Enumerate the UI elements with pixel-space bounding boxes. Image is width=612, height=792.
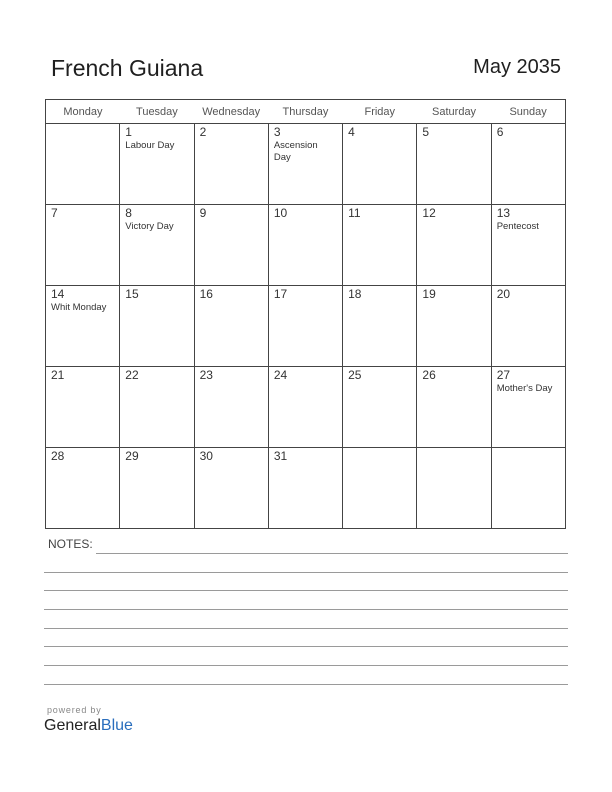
day-cell <box>46 367 120 448</box>
notes-line <box>44 665 568 666</box>
day-cell <box>343 367 417 448</box>
page-title: French Guiana <box>51 55 204 81</box>
day-cell <box>46 448 120 529</box>
day-cell <box>491 448 565 529</box>
notes-line <box>96 553 568 554</box>
day-number: 19 <box>422 287 436 301</box>
day-number: 7 <box>51 206 58 220</box>
day-cell <box>46 286 120 367</box>
notes-label: NOTES: <box>48 537 93 551</box>
day-number: 31 <box>273 449 288 463</box>
calendar-grid <box>45 99 566 529</box>
day-number: 11 <box>348 206 361 220</box>
day-number: 25 <box>348 368 362 382</box>
day-number: 6 <box>496 125 504 139</box>
powered-by-text: powered by <box>47 705 102 715</box>
notes-line <box>44 590 568 591</box>
notes-line <box>44 684 568 685</box>
holiday-label: Mother's Day <box>496 383 553 394</box>
day-number: 15 <box>125 287 139 301</box>
holiday-label: Victory Day <box>125 221 174 232</box>
day-number: 22 <box>125 368 139 382</box>
day-cell <box>343 286 417 367</box>
notes-line <box>44 572 568 573</box>
day-cell <box>417 205 491 286</box>
day-number: 21 <box>51 368 65 382</box>
notes-line <box>44 646 568 647</box>
day-cell <box>120 124 194 205</box>
day-cell <box>194 286 268 367</box>
day-cell <box>120 205 194 286</box>
day-cell <box>491 286 565 367</box>
day-cell <box>194 124 268 205</box>
month-label: May 2035 <box>473 56 561 78</box>
weekday-header: Thursday <box>268 100 342 124</box>
day-cell <box>120 286 194 367</box>
weekday-header: Sunday <box>491 100 565 124</box>
day-cell <box>268 367 342 448</box>
day-cell <box>120 448 194 529</box>
day-cell <box>46 205 120 286</box>
weekday-header: Tuesday <box>120 100 194 124</box>
day-number: 12 <box>422 206 436 220</box>
day-number: 17 <box>273 287 288 301</box>
day-cell <box>491 124 565 205</box>
day-cell <box>417 286 491 367</box>
week-row <box>46 205 566 286</box>
day-number: 8 <box>125 206 132 220</box>
day-cell <box>268 448 342 529</box>
day-number: 9 <box>199 206 207 220</box>
day-cell <box>120 367 194 448</box>
day-cell <box>268 286 342 367</box>
holiday-label: Ascension Day <box>273 140 318 163</box>
day-number: 27 <box>496 368 511 382</box>
day-number: 16 <box>199 287 213 301</box>
week-row <box>46 448 566 529</box>
day-number: 1 <box>125 125 132 139</box>
week-row <box>46 286 566 367</box>
day-cell <box>417 124 491 205</box>
generalblue-logo[interactable] <box>44 717 133 735</box>
notes-line <box>44 628 568 629</box>
day-cell <box>491 205 565 286</box>
weekday-header: Friday <box>343 100 417 124</box>
weekday-header: Saturday <box>417 100 491 124</box>
day-number: 14 <box>51 287 65 301</box>
brand-name-first: General <box>44 717 101 734</box>
day-number: 2 <box>199 125 207 139</box>
day-number: 10 <box>273 206 288 220</box>
day-cell <box>491 367 565 448</box>
holiday-label: Pentecost <box>496 221 539 232</box>
day-cell <box>417 448 491 529</box>
day-number: 29 <box>125 449 139 463</box>
day-number: 4 <box>348 125 355 139</box>
day-cell <box>194 367 268 448</box>
day-cell <box>343 448 417 529</box>
day-cell <box>417 367 491 448</box>
holiday-label: Labour Day <box>125 140 175 151</box>
day-number: 13 <box>496 206 511 220</box>
day-number: 3 <box>273 125 281 139</box>
day-cell <box>194 448 268 529</box>
day-number: 28 <box>51 449 65 463</box>
day-cell <box>343 205 417 286</box>
weekday-header: Wednesday <box>194 100 268 124</box>
day-number: 26 <box>422 368 436 382</box>
notes-line <box>44 609 568 610</box>
week-row <box>46 124 566 205</box>
day-cell <box>268 124 342 205</box>
weekday-header: Monday <box>46 100 120 124</box>
day-cell <box>268 205 342 286</box>
week-row <box>46 367 566 448</box>
day-number: 24 <box>273 368 288 382</box>
brand-name-second: Blue <box>100 717 133 734</box>
weekday-header-row <box>46 100 566 124</box>
day-cell <box>46 124 120 205</box>
day-number: 30 <box>199 449 213 463</box>
day-number: 23 <box>199 368 213 382</box>
day-cell <box>343 124 417 205</box>
day-number: 20 <box>496 287 511 301</box>
holiday-label: Whit Monday <box>51 302 107 313</box>
day-number: 5 <box>422 125 430 139</box>
day-cell <box>194 205 268 286</box>
day-number: 18 <box>348 287 362 301</box>
